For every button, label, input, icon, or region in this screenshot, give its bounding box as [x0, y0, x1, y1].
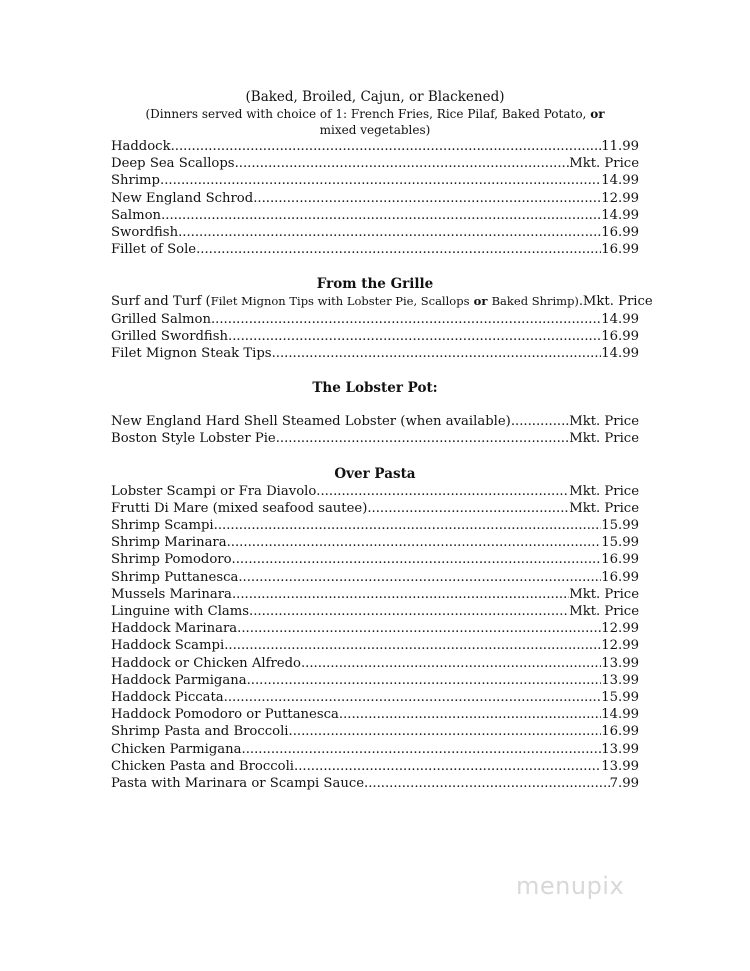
- item-name: Grilled Swordfish: [111, 328, 228, 344]
- menu-page: [111, 88, 653, 792]
- menu-item-surf-and-turf: [111, 293, 653, 310]
- menu-item: [111, 620, 639, 637]
- dot-leader: [249, 603, 569, 620]
- dot-leader: [242, 741, 602, 758]
- item-name: Salmon: [111, 207, 162, 223]
- menu-item: [111, 155, 639, 172]
- dot-leader: [224, 689, 602, 706]
- menu-item: [111, 207, 639, 224]
- dot-leader: [339, 706, 601, 723]
- item-name: Haddock Pomodoro or Puttanesca: [111, 707, 339, 723]
- section-title-lobster: The Lobster Pot:: [312, 380, 438, 397]
- pasta-list: [111, 483, 639, 793]
- item-price: 16.99: [601, 328, 639, 344]
- item-name: Haddock Piccata: [111, 690, 224, 706]
- dot-leader: [178, 224, 601, 241]
- dinner-note-part-b: mixed vegetables): [319, 123, 431, 137]
- item-name: Swordfish: [111, 225, 179, 241]
- dot-leader: [289, 723, 602, 740]
- item-price: 16.99: [601, 569, 639, 585]
- dot-leader: [235, 155, 570, 172]
- menu-item: [111, 569, 639, 586]
- item-name: Chicken Pasta and Broccoli: [111, 758, 295, 774]
- dot-leader: [272, 345, 602, 362]
- item-price: 16.99: [601, 552, 639, 568]
- item-name: Linguine with Clams: [111, 604, 250, 620]
- item-price: 14.99: [601, 707, 639, 723]
- item-name: Haddock or Chicken Alfredo: [111, 655, 301, 671]
- dot-leader: [161, 207, 601, 224]
- item-name: Haddock Scampi: [111, 638, 225, 654]
- item-name: Shrimp Marinara: [111, 535, 227, 551]
- menu-item: [111, 311, 639, 328]
- item-price: 12.99: [601, 638, 639, 654]
- dot-leader: [228, 328, 601, 345]
- item-name: Filet Mignon Steak Tips: [111, 346, 272, 362]
- item-name: Boston Style Lobster Pie: [111, 431, 276, 447]
- item-name: Fillet of Sole: [111, 242, 197, 258]
- item-name: Shrimp Pomodoro: [111, 552, 232, 568]
- menu-item: [111, 672, 639, 689]
- dot-leader: [160, 172, 601, 189]
- menu-item: [111, 586, 639, 603]
- dot-leader: [238, 569, 601, 586]
- dot-leader: [253, 190, 601, 207]
- grille-list: [111, 293, 653, 362]
- item-name: Shrimp Pasta and Broccoli: [111, 724, 289, 740]
- item-name: Haddock: [111, 139, 171, 154]
- dot-leader: [227, 534, 602, 551]
- dot-leader: [196, 241, 601, 258]
- item-price: 13.99: [601, 655, 639, 671]
- item-name: Surf and Turf (Filet Mignon Tips with Lobster Pie, Scallops or Baked Shrimp): [111, 294, 579, 310]
- section-title-pasta: Over Pasta: [334, 465, 416, 482]
- menu-item: [111, 172, 639, 189]
- menu-item: [111, 775, 639, 792]
- dinner-note-or: or: [590, 107, 605, 121]
- item-name: Shrimp Scampi: [111, 518, 214, 534]
- menu-item: [111, 241, 639, 258]
- dot-leader: [224, 637, 601, 654]
- item-name: Mussels Marinara: [111, 586, 232, 602]
- menu-item: [111, 430, 639, 447]
- item-price: 16.99: [601, 242, 639, 258]
- menu-item: [111, 224, 639, 241]
- dot-leader: [237, 620, 601, 637]
- item-name: Chicken Parmigana: [111, 741, 242, 757]
- item-name: Frutti Di Mare (mixed seafood sautee): [111, 500, 368, 516]
- item-price: 14.99: [601, 207, 639, 223]
- menu-item: [111, 706, 639, 723]
- menu-item: [111, 723, 639, 740]
- menu-item: [111, 500, 639, 517]
- menu-item: [111, 689, 639, 706]
- item-price: 15.99: [601, 690, 639, 706]
- item-price: 13.99: [601, 741, 639, 757]
- watermark-logo: menupix: [516, 872, 625, 900]
- item-price: 12.99: [601, 621, 639, 637]
- menu-item: [111, 328, 639, 345]
- item-price: Mkt. Price: [569, 483, 639, 499]
- dot-leader: [247, 672, 602, 689]
- item-price: 16.99: [601, 724, 639, 740]
- item-price: 7.99: [609, 776, 639, 792]
- item-price: 13.99: [601, 672, 639, 688]
- dot-leader: [211, 311, 601, 328]
- item-name: Deep Sea Scallops: [111, 156, 235, 172]
- item-price: 11.99: [601, 139, 639, 154]
- item-price: 16.99: [601, 225, 639, 241]
- seafood-list: [111, 138, 639, 258]
- item-name: Haddock Parmigana: [111, 672, 247, 688]
- dot-leader: [294, 758, 601, 775]
- item-price: Mkt. Price: [569, 156, 639, 172]
- menu-item: [111, 534, 639, 551]
- item-price: 13.99: [601, 758, 639, 774]
- menu-item: [111, 741, 639, 758]
- dot-leader: [214, 517, 602, 534]
- item-price: Mkt. Price: [569, 431, 639, 447]
- section-title-grille: From the Grille: [316, 276, 434, 293]
- item-price: 15.99: [601, 518, 639, 534]
- dot-leader: [171, 138, 602, 155]
- menu-item: [111, 483, 639, 500]
- menu-item: [111, 637, 639, 654]
- dinner-note: [111, 106, 639, 138]
- item-price: 14.99: [601, 311, 639, 327]
- item-name: Lobster Scampi or Fra Diavolo: [111, 483, 317, 499]
- item-name: New England Schrod: [111, 190, 254, 206]
- item-price: 12.99: [601, 190, 639, 206]
- menu-item: [111, 517, 639, 534]
- lobster-list: [111, 413, 639, 447]
- cooking-styles: (Baked, Broiled, Cajun, or Blackened): [245, 89, 505, 105]
- dot-leader: [232, 551, 602, 568]
- item-name: New England Hard Shell Steamed Lobster (when available): [111, 414, 511, 430]
- dot-leader: [364, 775, 610, 792]
- item-price: Mkt. Price: [569, 604, 639, 620]
- menu-item: [111, 655, 639, 672]
- menu-item: [111, 551, 639, 568]
- item-name: Haddock Marinara: [111, 621, 238, 637]
- menu-item: [111, 345, 639, 362]
- menu-item: [111, 138, 639, 155]
- menu-item: [111, 603, 639, 620]
- dinner-note-part-a: (Dinners served with choice of 1: French Fries, Rice Pilaf, Baked Potato,: [145, 107, 587, 121]
- dot-leader: [276, 430, 570, 447]
- menu-item: [111, 758, 639, 775]
- item-price: Mkt. Price: [569, 414, 639, 430]
- dot-leader: [316, 483, 569, 500]
- menu-item: [111, 413, 639, 430]
- item-price: Mkt. Price: [582, 294, 653, 310]
- dot-leader: [511, 413, 569, 430]
- item-price: 14.99: [601, 346, 639, 362]
- item-price: 15.99: [601, 535, 639, 551]
- menu-item: [111, 190, 639, 207]
- dot-leader: [232, 586, 569, 603]
- dot-leader: [301, 655, 601, 672]
- item-price: Mkt. Price: [569, 500, 639, 516]
- item-name: Shrimp Puttanesca: [111, 569, 239, 585]
- item-name: Grilled Salmon: [111, 311, 211, 327]
- item-price: Mkt. Price: [569, 586, 639, 602]
- dot-leader: [367, 500, 569, 517]
- item-name: Pasta with Marinara or Scampi Sauce: [111, 776, 365, 792]
- item-name: Shrimp: [111, 173, 160, 189]
- item-price: 14.99: [601, 173, 639, 189]
